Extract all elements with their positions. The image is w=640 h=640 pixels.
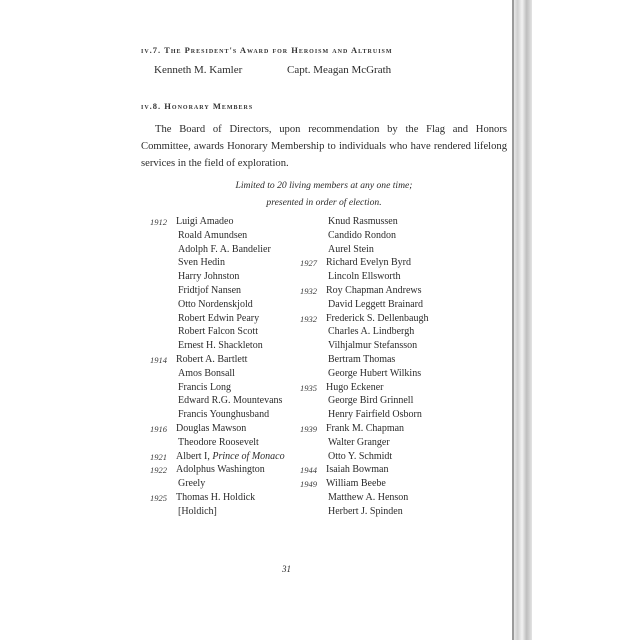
member-name-text: Frank M. Chapman [326,422,405,434]
member-name [178,299,253,310]
member-name [178,437,259,448]
page-number: 31 [282,564,291,574]
section-number: iv.8. [141,101,162,111]
member-name [328,326,414,337]
member-row [300,368,490,382]
member-name [178,257,225,268]
election-year: 1912 [150,217,167,227]
member-name [328,409,422,420]
election-year: 1939 [300,423,317,434]
member-name-text: Francis Younghusband [178,409,270,421]
member-name-text: Otto Y. Schmidt [328,450,393,462]
member-name [178,478,205,489]
member-name [178,230,247,241]
member-row [300,299,490,313]
member-row [300,354,490,368]
member-name-text: Adolph F. A. Bandelier [178,243,271,255]
member-name-text: Robert A. Bartlett [176,353,248,365]
member-name-text: Albert I, [176,450,213,462]
election-year: 1949 [300,479,317,490]
member-row [300,230,490,244]
member-name-text: David Leggett Brainard [328,298,423,310]
description-paragraph: The Board of Directors, upon recommendation by the Flag and Honors Committee, awards Honorary Membership to individuals who have rendered lifelong services in the field of exploration. [141,124,507,169]
election-year: 1921 [150,451,167,462]
member-name [176,492,255,503]
member-name [328,244,374,255]
member-row [300,423,490,437]
member-name-text: Hugo Eckener [326,381,384,393]
member-name [328,395,413,406]
note-line: Limited to 20 living members at any one time; [235,180,413,191]
member-name [176,354,247,365]
member-name [326,423,404,434]
member-name-text: Matthew A. Henson [328,491,409,503]
member-row [300,478,490,492]
section-number: iv.7. [141,45,162,55]
member-name [328,271,401,282]
election-year: 1935 [300,382,317,393]
member-row [300,313,490,327]
member-name-text: Luigi Amadeo [176,216,234,227]
member-name [328,437,390,448]
member-name [328,451,392,462]
member-row [300,244,490,258]
election-year: 1922 [150,465,167,476]
member-name [178,340,263,351]
member-name [178,506,217,517]
member-name [328,340,417,351]
member-name-text: Theodore Roosevelt [178,436,259,448]
member-row [300,340,490,354]
member-name [328,354,395,365]
member-row [300,451,490,465]
member-name-text: Amos Bonsall [178,367,235,379]
member-row [300,409,490,423]
member-name [176,464,265,475]
member-name [178,368,235,379]
section-title: The President's Award for Heroism and Altruism [164,45,393,55]
member-name [178,395,282,406]
election-year: 1927 [300,258,317,269]
member-name [176,216,234,227]
member-name [328,216,398,227]
election-year: 1944 [300,465,317,476]
section-heading-iv8 [141,101,253,111]
member-name [326,478,386,489]
member-name [326,257,411,268]
member-name-text: Ernest H. Shackleton [178,340,263,352]
member-name [328,368,421,379]
member-name [178,409,269,420]
member-name [178,313,259,324]
member-name-text: Knud Rasmussen [328,216,398,227]
member-name [178,382,231,393]
member-name-text: Frederick S. Dellenbaugh [326,312,429,324]
award-recipient: Kenneth M. Kamler [154,64,243,76]
member-name [328,299,423,310]
member-name-text: Edward R.G. Mountevans [178,395,283,407]
member-row [300,506,490,520]
section-heading-iv7 [141,45,393,55]
member-name-text: George Bird Grinnell [328,395,414,407]
member-title: Prince of Monaco [212,450,285,462]
member-name-text: Walter Granger [328,436,390,448]
member-row [300,437,490,451]
member-name-text: George Hubert Wilkins [328,367,422,379]
page-stack-edge [514,0,532,640]
election-year: 1914 [150,354,167,365]
election-year: 1916 [150,423,167,434]
membership-note [141,177,507,211]
member-name-text: Candido Rondon [328,229,397,241]
member-name [178,326,258,337]
member-name-text: Adolphus Washington [176,464,265,476]
election-year: 1925 [150,492,167,503]
member-name-text: Vilhjalmur Stefansson [328,340,418,352]
member-name-text: Lincoln Ellsworth [328,271,401,283]
member-name-text: Douglas Mawson [176,422,247,434]
member-name-text: Fridtjof Nansen [178,284,242,296]
member-name-text: William Beebe [326,478,386,490]
member-name [326,313,428,324]
member-row [300,216,490,230]
election-year: 1932 [300,313,317,324]
member-name-text: [Holdich] [178,505,217,517]
member-row [300,395,490,409]
note-line: presented in order of election. [266,197,382,208]
member-name [326,382,383,393]
member-name-text: Francis Long [178,381,232,393]
member-name [176,423,246,434]
member-name-text: Harry Johnston [178,271,240,283]
member-name-text: Isaiah Bowman [326,464,389,476]
member-row [300,271,490,285]
member-name-text: Roald Amundsen [178,229,248,241]
member-name-text: Greely [178,478,206,490]
member-name-text: Robert Edwin Peary [178,312,260,324]
member-row [300,326,490,340]
member-name-text: Otto Nordenskjold [178,298,253,310]
member-name [328,230,396,241]
member-row [300,464,490,478]
award-recipient: Capt. Meagan McGrath [287,64,392,76]
member-name-text: Charles A. Lindbergh [328,326,415,338]
member-row [300,257,490,271]
member-name [178,271,239,282]
member-name-text: Bertram Thomas [328,353,396,365]
member-name-text: Robert Falcon Scott [178,326,258,338]
member-name-text: Richard Evelyn Byrd [326,257,411,269]
member-name-text: Roy Chapman Andrews [326,284,422,296]
member-row [300,382,490,396]
member-name [326,285,422,296]
member-name-text: Henry Fairfield Osborn [328,409,422,421]
election-year: 1932 [300,285,317,296]
member-name-text: Herbert J. Spinden [328,505,403,517]
member-name-text: Thomas H. Holdick [176,491,256,503]
member-name [176,451,285,462]
member-name-text: Aurel Stein [328,243,374,255]
member-row [300,492,490,506]
member-name [178,285,241,296]
member-row [300,285,490,299]
member-name [178,244,271,255]
member-name [328,492,408,503]
member-name-text: Sven Hedin [178,257,225,269]
members-right-column [300,216,490,520]
member-name [326,464,389,475]
section-title: Honorary Members [164,101,254,111]
member-name [328,506,403,517]
